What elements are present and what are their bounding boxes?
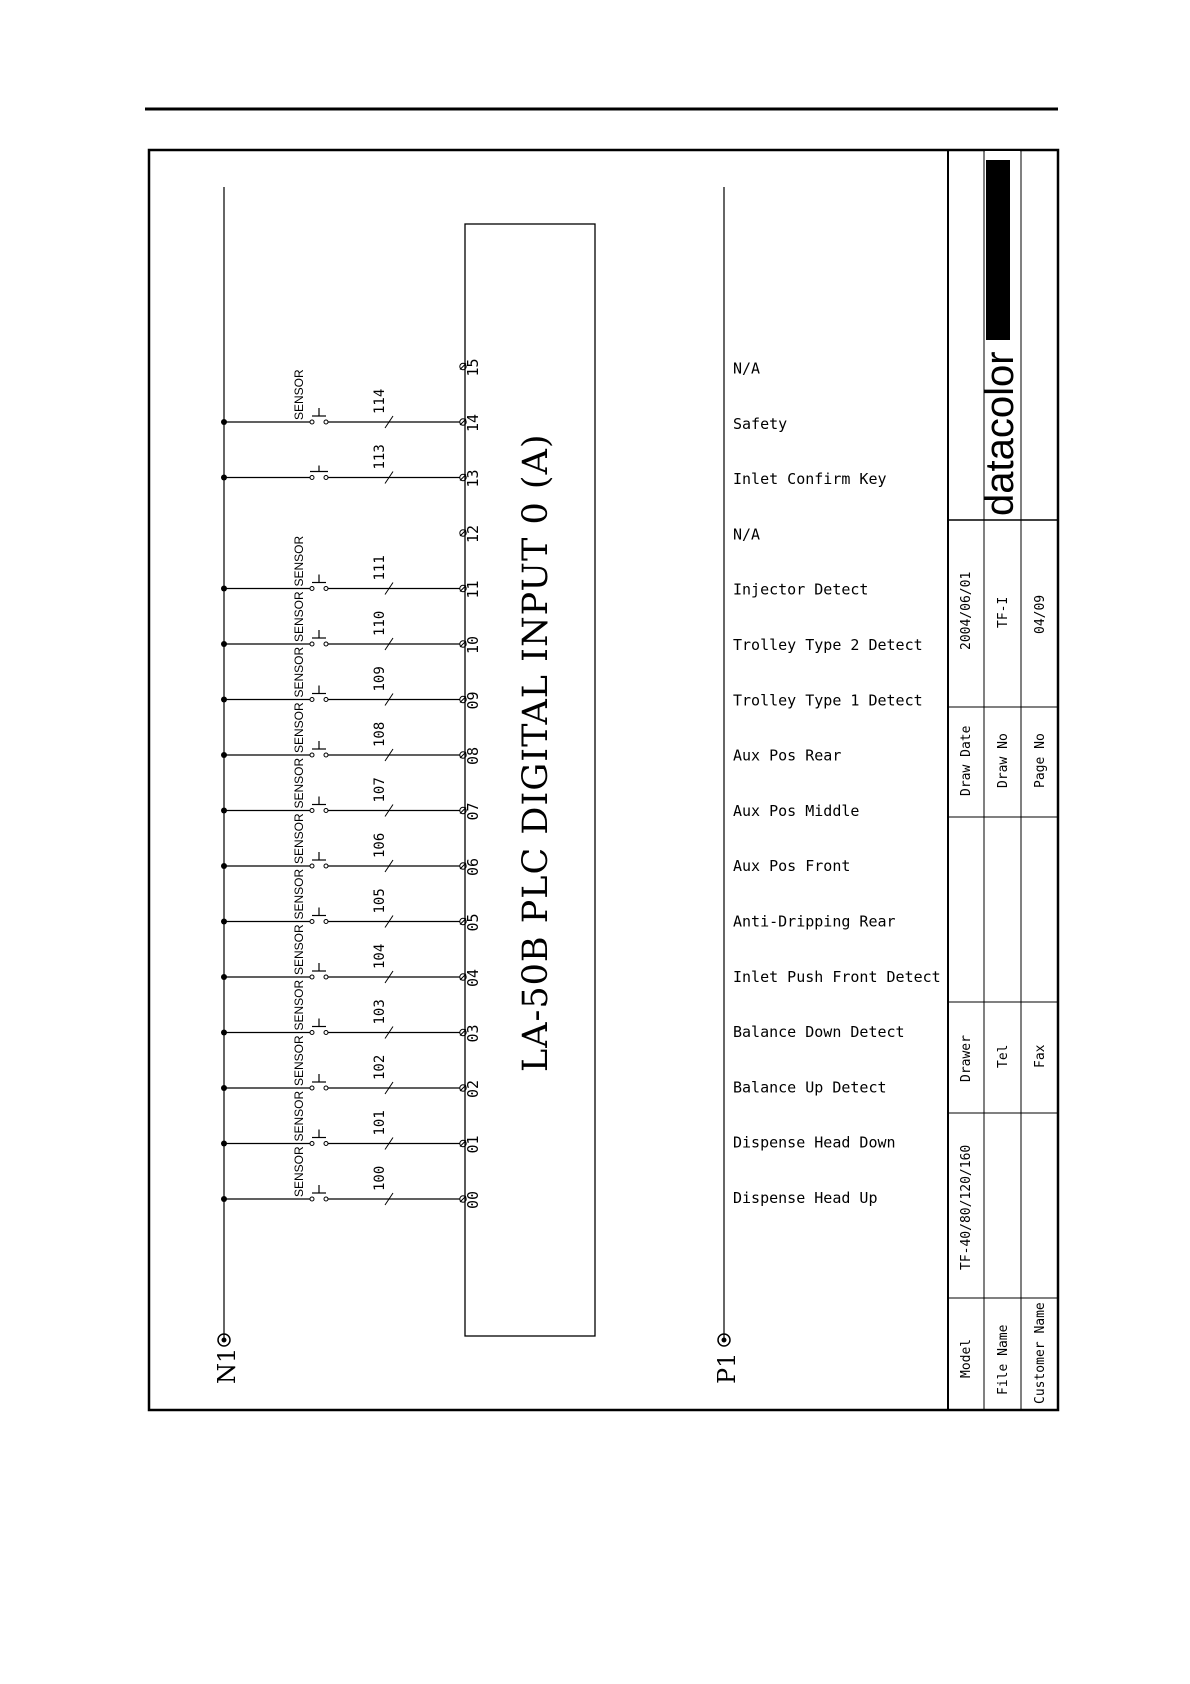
input-rung-15 — [460, 358, 482, 376]
logo-datacolor: datacolor — [978, 351, 1022, 516]
terminal-label: 12 — [464, 524, 482, 543]
switch-contact — [310, 476, 314, 480]
input-rung-11 — [221, 535, 482, 598]
switch-contact — [310, 1142, 314, 1146]
input-rung-00 — [221, 1146, 482, 1209]
terminal-label: 07 — [464, 802, 482, 821]
switch-contact — [310, 698, 314, 702]
input-description: Aux Pos Middle — [733, 801, 860, 820]
wire-number: 106 — [372, 832, 388, 858]
wire-number: 105 — [372, 888, 388, 914]
input-rung-12 — [460, 525, 482, 543]
switch-contact — [324, 1197, 328, 1201]
input-descriptions — [733, 360, 941, 1208]
switch-contact — [310, 975, 314, 979]
input-description: Safety — [733, 414, 788, 433]
sensor-label: SENSOR — [292, 757, 306, 809]
input-description: Dispense Head Down — [733, 1133, 896, 1152]
input-description: Aux Pos Rear — [733, 746, 842, 765]
switch-contact — [324, 1086, 328, 1090]
input-description: Anti-Dripping Rear — [733, 912, 896, 931]
input-description: Balance Down Detect — [733, 1023, 905, 1042]
fax-label: Fax — [1033, 1044, 1048, 1068]
input-rung-08 — [221, 702, 482, 765]
draw-date-value: 2004/06/01 — [959, 571, 974, 650]
plc-module-title: LA-50B PLC DIGITAL INPUT 0 (A) — [516, 433, 556, 1072]
switch-contact — [310, 864, 314, 868]
switch-contact — [310, 420, 314, 424]
terminal-label: 15 — [464, 358, 482, 377]
terminal-label: 11 — [464, 580, 482, 599]
sensor-label: SENSOR — [292, 646, 306, 698]
drawer-label: Drawer — [959, 1035, 974, 1082]
wire-number: 102 — [372, 1054, 388, 1080]
switch-contact — [324, 753, 328, 757]
terminal-label: 10 — [464, 635, 482, 654]
terminal-label: 03 — [464, 1024, 482, 1043]
switch-contact — [310, 642, 314, 646]
wire-number: 110 — [372, 610, 388, 636]
terminal-label: 08 — [464, 746, 482, 765]
terminal-label: 01 — [464, 1135, 482, 1154]
terminal-label: 06 — [464, 857, 482, 876]
wire-number: 114 — [372, 388, 388, 414]
wire-number: 108 — [372, 721, 388, 747]
wire-number: 101 — [372, 1110, 388, 1136]
switch-contact — [324, 698, 328, 702]
input-description: Inlet Confirm Key — [733, 470, 887, 489]
input-rung-04 — [221, 924, 482, 987]
wire-number: 107 — [372, 777, 388, 803]
wire-number: 111 — [372, 555, 388, 581]
switch-contact — [310, 753, 314, 757]
draw-no-value: TF-I — [996, 596, 1011, 628]
switch-contact — [310, 587, 314, 591]
input-rung-13 — [221, 444, 482, 487]
switch-contact — [310, 809, 314, 813]
wire-number: 100 — [372, 1165, 388, 1191]
terminal-label: 13 — [464, 469, 482, 488]
sensor-label: SENSOR — [292, 979, 306, 1031]
switch-contact — [324, 920, 328, 924]
switch-contact — [324, 975, 328, 979]
input-rungs — [221, 358, 482, 1209]
input-description: Dispense Head Up — [733, 1189, 878, 1207]
switch-contact — [324, 1142, 328, 1146]
file-name-label: File Name — [996, 1324, 1011, 1395]
input-rung-01 — [221, 1090, 482, 1153]
sensor-label: SENSOR — [292, 1090, 306, 1142]
sensor-label: SENSOR — [292, 369, 306, 420]
switch-contact — [310, 1086, 314, 1090]
switch-contact — [324, 1031, 328, 1035]
input-rung-06 — [221, 813, 482, 876]
switch-contact — [324, 587, 328, 591]
plc-module — [465, 224, 595, 1336]
drawing-frame — [149, 150, 1058, 1410]
sensor-label: SENSOR — [292, 924, 306, 975]
input-rung-09 — [221, 646, 482, 709]
customer-name-label: Customer Name — [1033, 1302, 1048, 1404]
switch-contact — [310, 1031, 314, 1035]
terminal-label: 00 — [464, 1190, 482, 1209]
switch-contact — [310, 920, 314, 924]
terminal-label: 02 — [464, 1079, 482, 1098]
input-description: N/A — [733, 525, 761, 544]
model-label: Model — [959, 1338, 974, 1378]
terminal-label: 14 — [464, 413, 482, 432]
page-no-value: 04/09 — [1033, 594, 1048, 634]
terminal-label: 04 — [464, 968, 482, 987]
rail-n1-label: N1 — [213, 1347, 241, 1384]
switch-contact — [310, 1197, 314, 1201]
draw-no-label: Draw No — [996, 733, 1011, 788]
title-block-text — [959, 572, 1048, 1404]
terminal-label: 09 — [464, 691, 482, 710]
input-description: Injector Detect — [733, 580, 869, 599]
rail-p1-label: P1 — [713, 1352, 741, 1384]
input-description: Trolley Type 1 Detect — [733, 691, 923, 710]
input-description: N/A — [733, 359, 761, 378]
rail-n1 — [213, 187, 241, 1384]
tel-label: Tel — [996, 1044, 1011, 1068]
sensor-label: SENSOR — [292, 1146, 306, 1197]
logo-black-bar — [986, 160, 1010, 340]
input-rung-03 — [221, 979, 482, 1042]
sensor-label: SENSOR — [292, 868, 306, 920]
page-no-label: Page No — [1033, 733, 1048, 788]
switch-contact — [324, 864, 328, 868]
input-description: Inlet Push Front Detect — [733, 967, 941, 986]
input-description: Balance Up Detect — [733, 1078, 887, 1097]
input-rung-10 — [221, 591, 482, 654]
sensor-label: SENSOR — [292, 591, 306, 642]
wire-number: 109 — [372, 666, 388, 692]
input-rung-07 — [221, 757, 482, 820]
wire-number: 104 — [372, 943, 388, 969]
sensor-label: SENSOR — [292, 813, 306, 864]
switch-contact — [324, 642, 328, 646]
input-description: Trolley Type 2 Detect — [733, 636, 923, 654]
switch-contact — [324, 420, 328, 424]
switch-contact — [324, 476, 328, 480]
model-value: TF-40/80/120/160 — [959, 1144, 974, 1270]
terminal-label: 05 — [464, 913, 482, 932]
switch-contact — [324, 809, 328, 813]
input-rung-02 — [221, 1035, 482, 1098]
input-description: Aux Pos Front — [733, 857, 851, 876]
draw-date-label: Draw Date — [959, 725, 974, 796]
wire-number: 113 — [372, 444, 388, 470]
input-rung-14 — [221, 369, 482, 432]
input-rung-05 — [221, 868, 482, 931]
wire-number: 103 — [372, 999, 388, 1025]
sensor-label: SENSOR — [292, 1035, 306, 1086]
sensor-label: SENSOR — [292, 702, 306, 753]
sensor-label: SENSOR — [292, 535, 306, 587]
